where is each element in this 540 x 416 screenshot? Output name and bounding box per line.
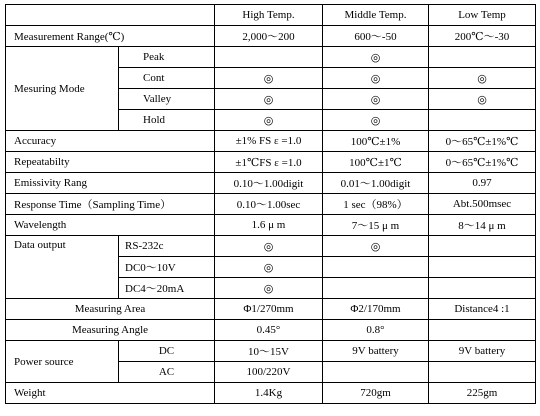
- range-low: 200℃～-30: [429, 26, 536, 47]
- power-dc-low: 9V battery: [429, 341, 536, 362]
- weight-row: [6, 383, 536, 404]
- power-ac-middle: [323, 362, 429, 383]
- output-name-rs232: RS-232c: [119, 236, 215, 257]
- header-blank: [6, 5, 215, 26]
- emissivity-low: 0.97: [429, 173, 536, 194]
- output-label: Data output: [6, 236, 119, 299]
- wavelength-row: [6, 215, 536, 236]
- emissivity-label: Emissivity Rang: [6, 173, 215, 194]
- range-row: [6, 26, 536, 47]
- area-high: Φ1/270mm: [215, 299, 323, 320]
- area-row: [6, 299, 536, 320]
- output-dc010-low: [429, 257, 536, 278]
- header-middle: Middle Temp.: [323, 5, 429, 26]
- spec-table: [5, 4, 536, 404]
- mode-cont-low: ◎: [429, 68, 536, 89]
- wavelength-label: Wavelength: [6, 215, 215, 236]
- repeat-middle: 100℃±1℃: [323, 152, 429, 173]
- power-label: Power source: [6, 341, 119, 383]
- power-row-dc: [6, 341, 536, 362]
- output-dc420-low: [429, 278, 536, 299]
- power-name-ac: AC: [119, 362, 215, 383]
- power-dc-high: 10～15V: [215, 341, 323, 362]
- power-name-dc: DC: [119, 341, 215, 362]
- weight-low: 225gm: [429, 383, 536, 404]
- mode-valley-low: ◎: [429, 89, 536, 110]
- mode-row-peak: [6, 47, 536, 68]
- mode-peak-low: [429, 47, 536, 68]
- emissivity-middle: 0.01～1.00digit: [323, 173, 429, 194]
- mode-hold-middle: ◎: [323, 110, 429, 131]
- output-name-dc420: DC4～20mA: [119, 278, 215, 299]
- angle-low: [429, 320, 536, 341]
- repeat-label: Repeatabilty: [6, 152, 215, 173]
- mode-name-cont: Cont: [119, 68, 215, 89]
- accuracy-label: Accuracy: [6, 131, 215, 152]
- angle-row: [6, 320, 536, 341]
- response-row: [6, 194, 536, 215]
- area-middle: Φ2/170mm: [323, 299, 429, 320]
- weight-middle: 720gm: [323, 383, 429, 404]
- emissivity-row: [6, 173, 536, 194]
- accuracy-high: ±1% FS ε =1.0: [215, 131, 323, 152]
- response-low: Abt.500msec: [429, 194, 536, 215]
- mode-hold-high: ◎: [215, 110, 323, 131]
- output-row-rs232: [6, 236, 536, 257]
- mode-cont-middle: ◎: [323, 68, 429, 89]
- output-name-dc010: DC0～10V: [119, 257, 215, 278]
- repeat-low: 0～65℃±1%℃: [429, 152, 536, 173]
- power-dc-middle: 9V battery: [323, 341, 429, 362]
- range-high: 2,000～200: [215, 26, 323, 47]
- mode-valley-middle: ◎: [323, 89, 429, 110]
- power-ac-high: 100/220V: [215, 362, 323, 383]
- response-label: Response Time（Sampling Time）: [6, 194, 215, 215]
- repeat-high: ±1℃FS ε =1.0: [215, 152, 323, 173]
- mode-label: Mesuring Mode: [6, 47, 119, 131]
- mode-peak-middle: ◎: [323, 47, 429, 68]
- mode-name-hold: Hold: [119, 110, 215, 131]
- response-middle: 1 sec（98%）: [323, 194, 429, 215]
- mode-name-valley: Valley: [119, 89, 215, 110]
- weight-label: Weight: [6, 383, 215, 404]
- output-dc010-middle: [323, 257, 429, 278]
- wavelength-low: 8～14 μ m: [429, 215, 536, 236]
- repeat-row: [6, 152, 536, 173]
- mode-cont-high: ◎: [215, 68, 323, 89]
- weight-high: 1.4Kg: [215, 383, 323, 404]
- accuracy-middle: 100℃±1%: [323, 131, 429, 152]
- range-label: Measurement Range(℃): [6, 26, 215, 47]
- output-rs232-low: [429, 236, 536, 257]
- angle-label: Measuring Angle: [6, 320, 215, 341]
- area-low: Distance4 :1: [429, 299, 536, 320]
- angle-high: 0.45°: [215, 320, 323, 341]
- angle-middle: 0.8°: [323, 320, 429, 341]
- mode-hold-low: [429, 110, 536, 131]
- output-rs232-high: ◎: [215, 236, 323, 257]
- mode-name-peak: Peak: [119, 47, 215, 68]
- emissivity-high: 0.10～1.00digit: [215, 173, 323, 194]
- output-dc420-middle: [323, 278, 429, 299]
- output-dc010-high: ◎: [215, 257, 323, 278]
- mode-valley-high: ◎: [215, 89, 323, 110]
- range-middle: 600～-50: [323, 26, 429, 47]
- response-high: 0.10～1.00sec: [215, 194, 323, 215]
- accuracy-low: 0～65℃±1%℃: [429, 131, 536, 152]
- header-row: [6, 5, 536, 26]
- area-label: Measuring Area: [6, 299, 215, 320]
- wavelength-middle: 7～15 μ m: [323, 215, 429, 236]
- output-rs232-middle: ◎: [323, 236, 429, 257]
- power-ac-low: [429, 362, 536, 383]
- mode-peak-high: [215, 47, 323, 68]
- header-high: High Temp.: [215, 5, 323, 26]
- wavelength-high: 1.6 μ m: [215, 215, 323, 236]
- accuracy-row: [6, 131, 536, 152]
- header-low: Low Temp: [429, 5, 536, 26]
- output-dc420-high: ◎: [215, 278, 323, 299]
